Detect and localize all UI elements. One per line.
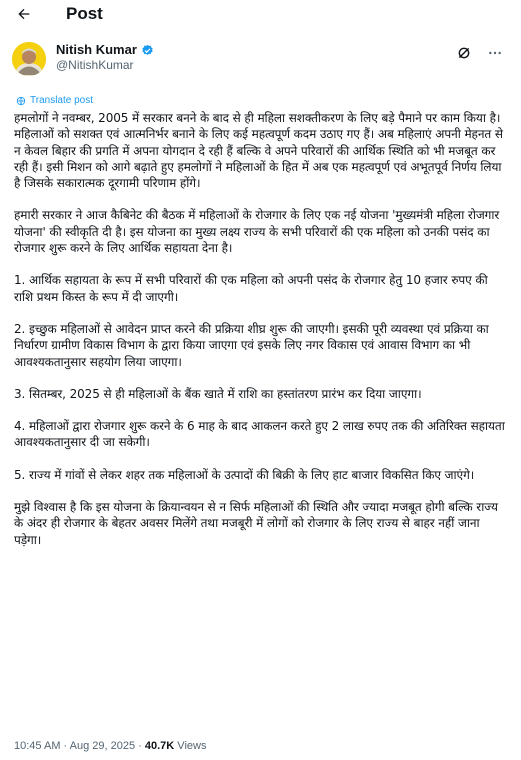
post-paragraph: मुझे विश्वास है कि इस योजना के क्रियान्वयन से न सिर्फ महिलाओं की स्थिति और ज्यादा मजबूत होगी बल्कि राज्य के अंदर ही रोजगार के बेहतर अवसर मिलेंगे तथा मजबूरी में लोगों को रोजगार के लिए राज्य से बाहर नहीं जाना पड़ेगा। xyxy=(14,500,498,547)
post-paragraph: 3. सितम्बर, 2025 से ही महिलाओं के बैंक खाते में राशि का हस्तांतरण प्रारंभ कर दिया जाएगा। xyxy=(14,386,422,401)
post-date[interactable]: Aug 29, 2025 xyxy=(69,740,136,752)
author-name[interactable]: Nitish Kumar xyxy=(56,42,137,57)
post-paragraph: 1. आर्थिक सहायता के रूप में सभी परिवारों की एक महिला को अपनी पसंद के रोजगार हेतु 10 हजार रुपए की राशि प्रथम किस्त के रूप में दी जाएगी। xyxy=(14,273,488,304)
views-label: Views xyxy=(174,740,207,752)
post-paragraph: 4. महिलाओं द्वारा रोजगार शुरू करने के 6 माह के बाद आकलन करते हुए 2 लाख रुपए तक की अतिरिक्त सहायता आवश्यकतानुसार दी जा सकेगी। xyxy=(14,419,505,450)
translate-post-link[interactable] xyxy=(0,76,521,106)
post-meta xyxy=(14,740,206,752)
author-display-name-row xyxy=(56,42,154,58)
avatar-image xyxy=(12,42,46,76)
meta-separator: · xyxy=(135,740,145,752)
avatar[interactable] xyxy=(12,42,46,76)
post-body xyxy=(0,106,521,548)
arrow-left-icon xyxy=(16,6,32,22)
meta-separator: · xyxy=(60,740,70,752)
page-title: Post xyxy=(66,4,103,23)
post-paragraph: हमलोगों ने नवम्बर, 2005 में सरकार बनने के बाद से ही महिला सशक्तीकरण के लिए बड़े पैमाने पर काम किया है। महिलाओं को सशक्त एवं आत्मनिर्भर बनाने के लिए कई महत्वपूर्ण कदम उठाए गए हैं। अब महिलाएं अपनी मेहनत से न केवल बिहार की प्रगति में अपना योगदान दे रही हैं बल्कि वे अपने परिवारों की आर्थिक स्थिति को भी मजबूत कर रही हैं। इसी मिशन को आगे बढ़ाते हुए हमलोगों ने महिलाओं के हित में अब एक महत्वपूर्ण एवं अभूतपूर्व निर्णय लिया है जिसके सकारात्मक दूरगामी परिणाम होंगे। xyxy=(14,111,503,191)
author-names xyxy=(56,42,154,73)
post-paragraph: 5. राज्य में गांवों से लेकर शहर तक महिलाओं के उत्पादों की बिक्री के लिए हाट बाजार विकसित किए जाएंगे। xyxy=(14,467,475,482)
top-bar xyxy=(0,0,521,28)
verified-badge-icon xyxy=(141,44,154,57)
back-button[interactable] xyxy=(12,2,36,26)
post-time[interactable]: 10:45 AM xyxy=(14,740,61,752)
author-handle[interactable]: @NitishKumar xyxy=(56,58,134,73)
translate-label: Translate post xyxy=(30,95,93,106)
grok-icon[interactable] xyxy=(457,46,471,60)
more-icon[interactable] xyxy=(487,45,503,61)
post-paragraph: हमारी सरकार ने आज कैबिनेट की बैठक में महिलाओं के रोजगार के लिए एक नई योजना 'मुख्यमंत्री महिला रोजगार योजना' की स्वीकृति दी है। इस योजना का मुख्य लक्ष्य राज्य के सभी परिवारों की एक महिला को उनकी पसंद का रोजगार शुरू करने के लिए आर्थिक सहायता देना है। xyxy=(14,208,500,256)
post-paragraph: 2. इच्छुक महिलाओं से आवेदन प्राप्त करने की प्रक्रिया शीघ्र शुरू की जाएगी। इसकी पूरी व्यवस्था एवं प्रक्रिया का निर्धारण ग्रामीण विकास विभाग के द्वारा किया जाएगा एवं इसके लिए नगर विकास एवं आवास विभाग का भी आवश्यकतानुसार सहयोग लिया जाएगा। xyxy=(14,321,489,369)
views-count: 40.7K xyxy=(144,740,175,752)
post-actions-top xyxy=(457,45,503,61)
globe-icon xyxy=(16,96,26,106)
author-row xyxy=(0,28,521,76)
